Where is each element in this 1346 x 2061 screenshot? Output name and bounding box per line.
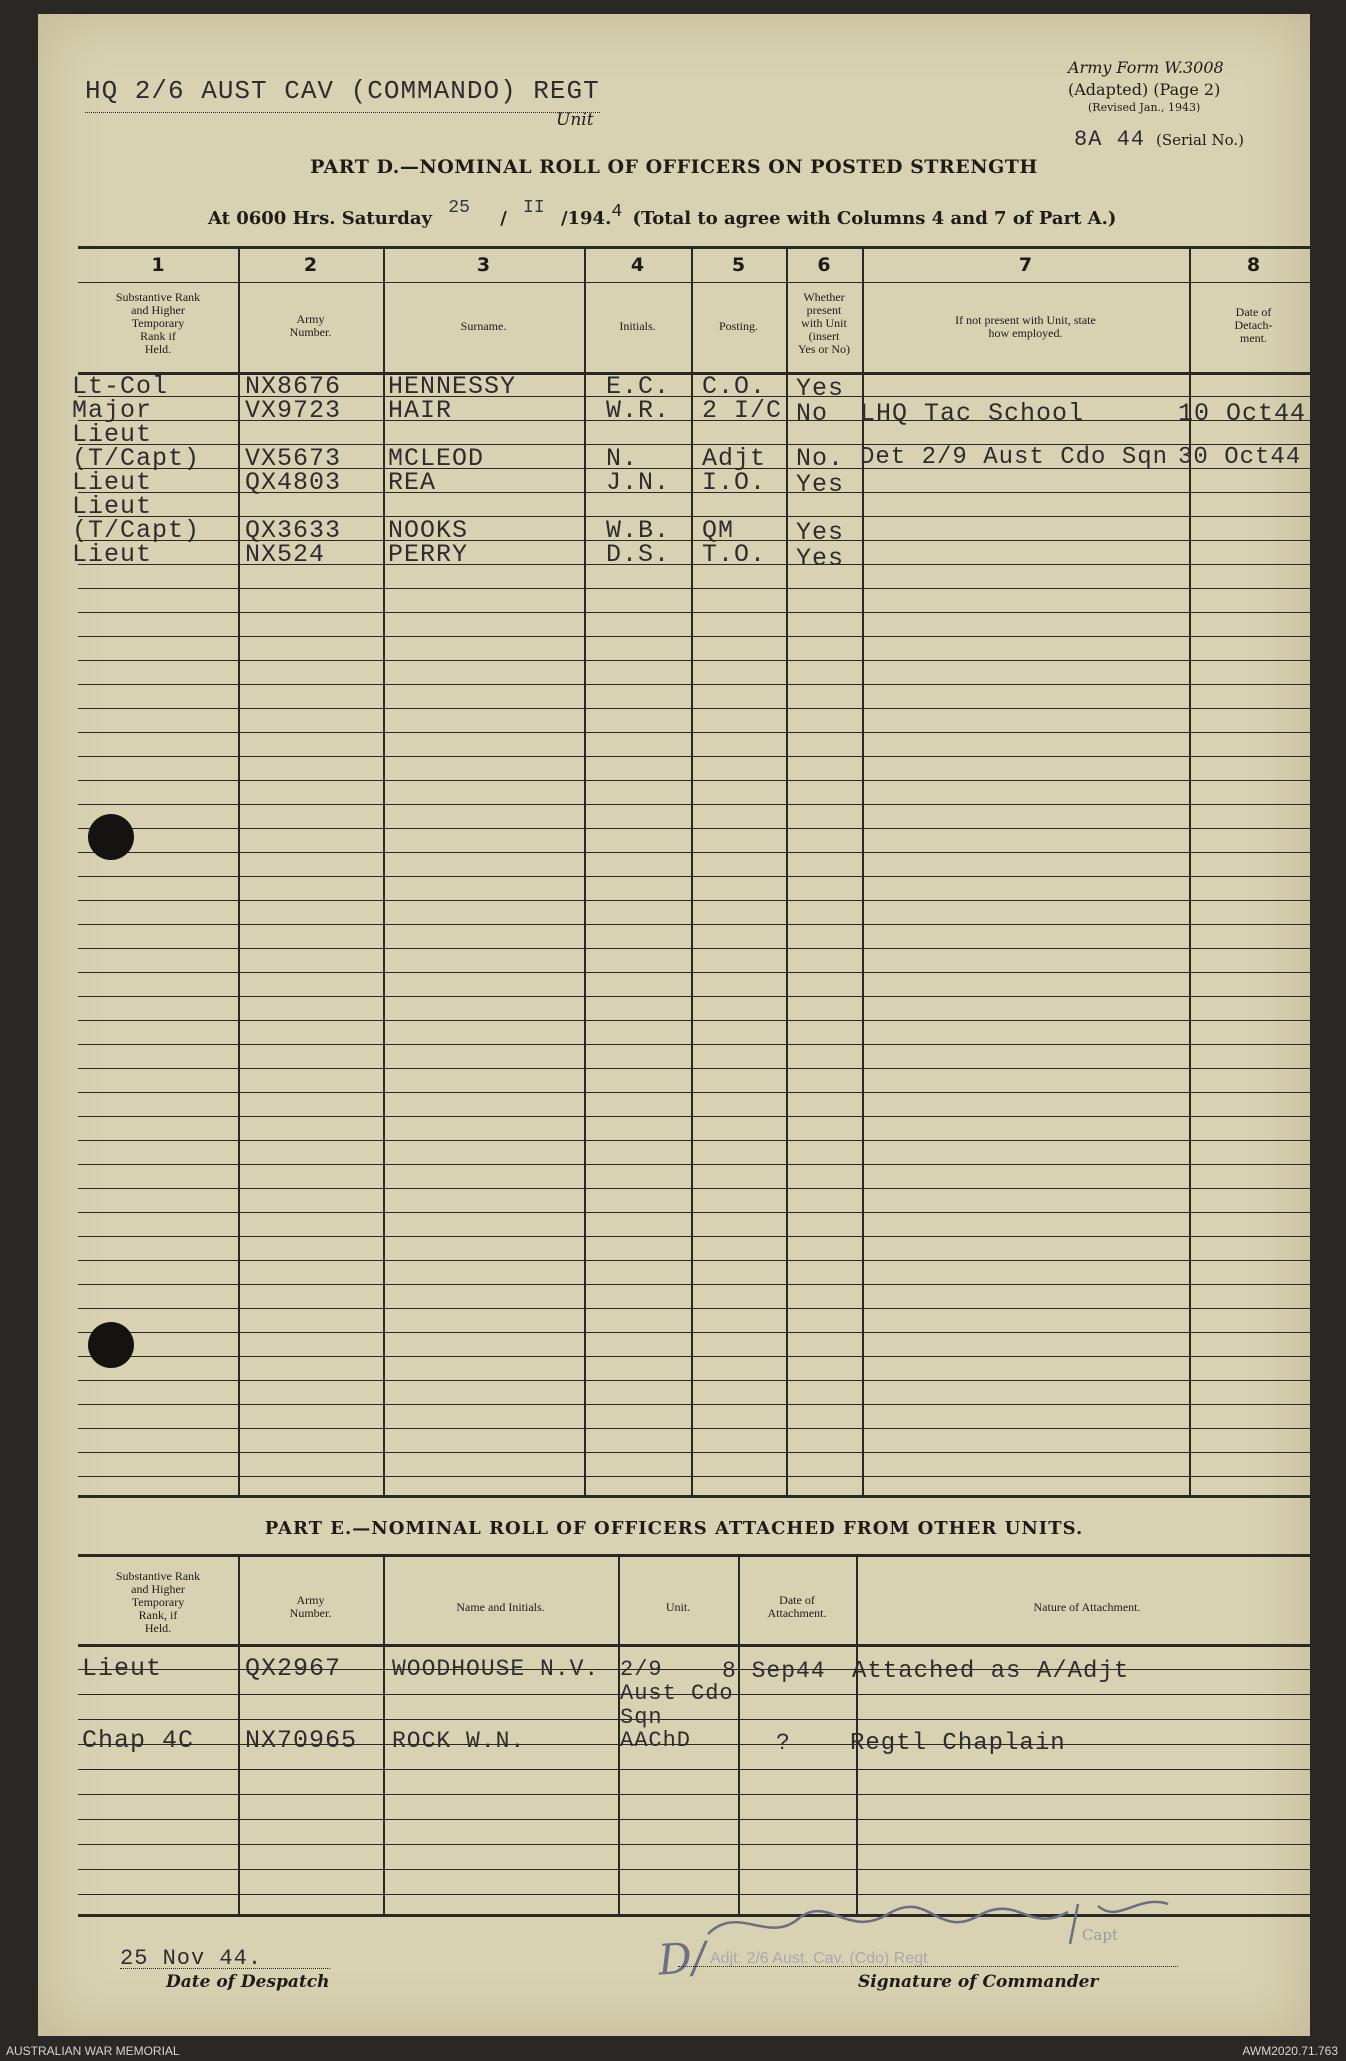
present-flag: Yes [796, 470, 845, 499]
surname: NOOKS [388, 516, 469, 545]
unit-underline [85, 112, 600, 113]
d-col-divider-6 [862, 246, 864, 1496]
detachment-date-2: 30 Oct44 [1178, 444, 1302, 471]
e-unit: 2/9 Aust Cdo Sqn [620, 1657, 734, 1730]
surname: PERRY [388, 540, 469, 569]
ruled-line [78, 588, 1318, 589]
initials: W.B. [606, 516, 671, 545]
ruled-line [78, 900, 1318, 901]
part-e-head-rule [78, 1644, 1318, 1647]
initials: D.S. [606, 540, 671, 569]
e-col-header-date: Date of Attachment. [767, 1593, 827, 1620]
part-d-title: PART D.—NOMINAL ROLL OF OFFICERS ON POSTED STRENGTH [310, 156, 1038, 178]
surname: REA [388, 468, 437, 497]
e-col-header-army-number: Army Number. [289, 1593, 332, 1620]
ruled-line [78, 1476, 1318, 1477]
ruled-line [78, 660, 1318, 661]
surname: HENNESSY [388, 372, 517, 401]
time-suffix: (Total to agree with Columns 4 and 7 of Part A.) [632, 208, 1117, 229]
ruled-line [78, 924, 1318, 925]
ruled-line [78, 708, 1318, 709]
signature-stamp: Adjt. 2/6 Aust. Cav. (Cdo) Regt [710, 1950, 928, 1967]
ruled-line [78, 780, 1318, 781]
surname: HAIR [388, 396, 453, 425]
time-prefix: At 0600 Hrs. Saturday [208, 208, 433, 229]
col-header-detachment: Date of Detach- ment. [1234, 305, 1273, 345]
form-revised: (Revised Jan., 1943) [1088, 101, 1201, 114]
posting: 2 I/C [702, 396, 783, 425]
e-col-header-nature: Nature of Attachment. [1033, 1600, 1141, 1614]
signature-label: Signature of Commander [858, 1972, 1099, 1992]
ruled-line [78, 1428, 1318, 1429]
col-number-5: 5 [731, 254, 746, 276]
part-d-num-rule [78, 282, 1318, 283]
e-date: 8 Sep44 [722, 1658, 826, 1684]
e-col-header-name: Name and Initials. [456, 1600, 545, 1614]
col-number-8: 8 [1246, 254, 1261, 276]
col-header-rank: Substantive Rank and Higher Temporary Rank if Held. [115, 290, 201, 356]
ruled-line [78, 1260, 1318, 1261]
unit-name: HQ 2/6 AUST CAV (COMMANDO) REGT [85, 76, 600, 106]
ruled-line [78, 972, 1318, 973]
ruled-line [78, 876, 1318, 877]
employment-1: LHQ Tac School [860, 399, 1085, 428]
posting: I.O. [702, 468, 767, 497]
year-prefix: /194. [560, 208, 612, 229]
e-rank: Chap 4C [82, 1726, 195, 1755]
ruled-line [78, 1020, 1318, 1021]
army-number: VX9723 [245, 396, 342, 425]
col-number-4: 4 [630, 254, 645, 276]
ruled-line [78, 756, 1318, 757]
ruled-line [78, 1188, 1318, 1189]
present-flag: No. [796, 444, 845, 473]
ruled-line [78, 1092, 1318, 1093]
rank-line-6: Lieut [72, 492, 153, 521]
ruled-line [78, 684, 1318, 685]
ruled-line [78, 1769, 1318, 1770]
posting: QM [702, 516, 735, 545]
col-number-3: 3 [476, 254, 491, 276]
army-number: NX8676 [245, 372, 342, 401]
e-unit: AAChD [620, 1728, 692, 1753]
ruled-line [78, 1332, 1318, 1333]
serial-number: 8A 44 [1074, 127, 1146, 152]
present-flag: Yes [796, 374, 845, 403]
e-nature: Attached as A/Adjt [852, 1658, 1130, 1685]
serial-label: (Serial No.) [1156, 131, 1244, 149]
ruled-line [78, 1844, 1318, 1845]
e-nature: Regtl Chaplain [850, 1730, 1066, 1757]
punch-hole-bottom [88, 1322, 134, 1368]
army-number: VX5673 [245, 444, 342, 473]
archive-id: AWM2020.71.763 [1242, 2044, 1338, 2058]
ruled-line [78, 1044, 1318, 1045]
col-header-initials: Initials. [619, 319, 656, 333]
ruled-line [78, 1404, 1318, 1405]
posting: T.O. [702, 540, 767, 569]
punch-hole-top [88, 814, 134, 860]
d-col-divider-3 [584, 246, 586, 1496]
d-col-divider-1 [238, 246, 240, 1496]
col-header-present: Whether present with Unit (insert Yes or No) [797, 290, 851, 356]
rank-line-7: (T/Capt) [72, 516, 201, 545]
despatch-underline [120, 1968, 330, 1969]
ruled-line [78, 804, 1318, 805]
col-number-1: 1 [151, 254, 165, 276]
ruled-line [78, 1164, 1318, 1165]
ruled-line [78, 1356, 1318, 1357]
d-col-divider-2 [383, 246, 385, 1496]
ruled-line [78, 1284, 1318, 1285]
col-header-surname: Surname. [460, 319, 507, 333]
year-digit: 4 [611, 202, 623, 222]
initials: N. [606, 444, 639, 473]
rank-line-2: Major [72, 396, 153, 425]
e-army-number: NX70965 [245, 1726, 358, 1755]
rank-line-5: Lieut [72, 468, 153, 497]
ruled-line [78, 612, 1318, 613]
surname: MCLEOD [388, 444, 485, 473]
ruled-line [78, 852, 1318, 853]
army-number: QX3633 [245, 516, 342, 545]
ruled-line [78, 636, 1318, 637]
date-month: II [523, 198, 545, 218]
e-rank: Lieut [82, 1654, 163, 1683]
e-col-header-unit: Unit. [665, 1600, 691, 1614]
ruled-line [78, 732, 1318, 733]
employment-2: Det 2/9 Aust Cdo Sqn [860, 444, 1169, 471]
e-name: WOODHOUSE N.V. [392, 1656, 600, 1682]
present-flag: Yes [796, 544, 845, 573]
initials: E.C. [606, 372, 671, 401]
ruled-line [78, 1380, 1318, 1381]
rank-line-8: Lieut [72, 540, 153, 569]
signature-scrawl [698, 1894, 1218, 1954]
e-name: ROCK W.N. [392, 1728, 526, 1754]
d-col-divider-5 [786, 246, 788, 1496]
army-number: NX524 [245, 540, 326, 569]
present-flag: No [796, 399, 829, 428]
signature-title: Capt [1082, 1926, 1119, 1944]
rank-line-3: Lieut [72, 420, 153, 449]
col-header-employed: If not present with Unit, state how employed. [955, 313, 1096, 340]
part-e-title: PART E.—NOMINAL ROLL OF OFFICERS ATTACHED FROM OTHER UNITS. [264, 1518, 1084, 1539]
part-d-bottom-rule [78, 1495, 1318, 1498]
e-col-header-rank: Substantive Rank and Higher Temporary Rank, if Held. [115, 1569, 201, 1635]
form-page [38, 14, 1310, 2036]
col-header-posting: Posting. [718, 319, 758, 333]
unit-label: Unit [556, 110, 594, 130]
despatch-date: 25 Nov 44. [120, 1946, 263, 1971]
ruled-line [78, 948, 1318, 949]
detachment-date-1: 10 Oct44 [1178, 399, 1307, 428]
despatch-label: Date of Despatch [166, 1972, 330, 1992]
form-title: Army Form W.3008 [1068, 58, 1224, 77]
col-number-7: 7 [1018, 254, 1033, 276]
ruled-line [78, 996, 1318, 997]
ruled-line [78, 1794, 1318, 1795]
col-number-6: 6 [817, 254, 831, 276]
posting: Adjt [702, 444, 767, 473]
archive-credit: AUSTRALIAN WAR MEMORIAL [6, 2044, 180, 2058]
ruled-line [78, 1308, 1318, 1309]
ruled-line [78, 1869, 1318, 1870]
e-date: ? [776, 1730, 791, 1756]
e-army-number: QX2967 [245, 1654, 342, 1683]
col-number-2: 2 [303, 254, 318, 276]
ruled-line [78, 828, 1318, 829]
present-flag: Yes [796, 518, 845, 547]
ruled-line [78, 1212, 1318, 1213]
ruled-line [78, 1116, 1318, 1117]
col-header-army-number: Army Number. [289, 312, 332, 339]
posting: C.O. [702, 372, 767, 401]
signature-underline [678, 1966, 1178, 1967]
ruled-line [78, 1452, 1318, 1453]
initials: W.R. [606, 396, 671, 425]
d-col-divider-4 [691, 246, 693, 1496]
date-day: 25 [448, 198, 470, 218]
ruled-line [78, 1236, 1318, 1237]
rank-line-1: Lt-Col [72, 372, 169, 401]
rank-line-4: (T/Capt) [72, 444, 201, 473]
signature-handwritten-prefix: D/ [656, 1932, 708, 1985]
part-e-top-rule [78, 1554, 1318, 1557]
form-adapted: (Adapted) (Page 2) [1068, 80, 1221, 99]
initials: J.N. [606, 468, 671, 497]
ruled-line [78, 1140, 1318, 1141]
d-col-divider-7 [1189, 246, 1191, 1496]
part-d-time: At 0600 Hrs. Saturday 25 / II /194.4 (Total to agree with Columns 4 and 7 of Part A.) [208, 198, 1117, 229]
ruled-line [78, 1819, 1318, 1820]
ruled-line [78, 1068, 1318, 1069]
part-d-top-rule [78, 246, 1318, 249]
army-number: QX4803 [245, 468, 342, 497]
